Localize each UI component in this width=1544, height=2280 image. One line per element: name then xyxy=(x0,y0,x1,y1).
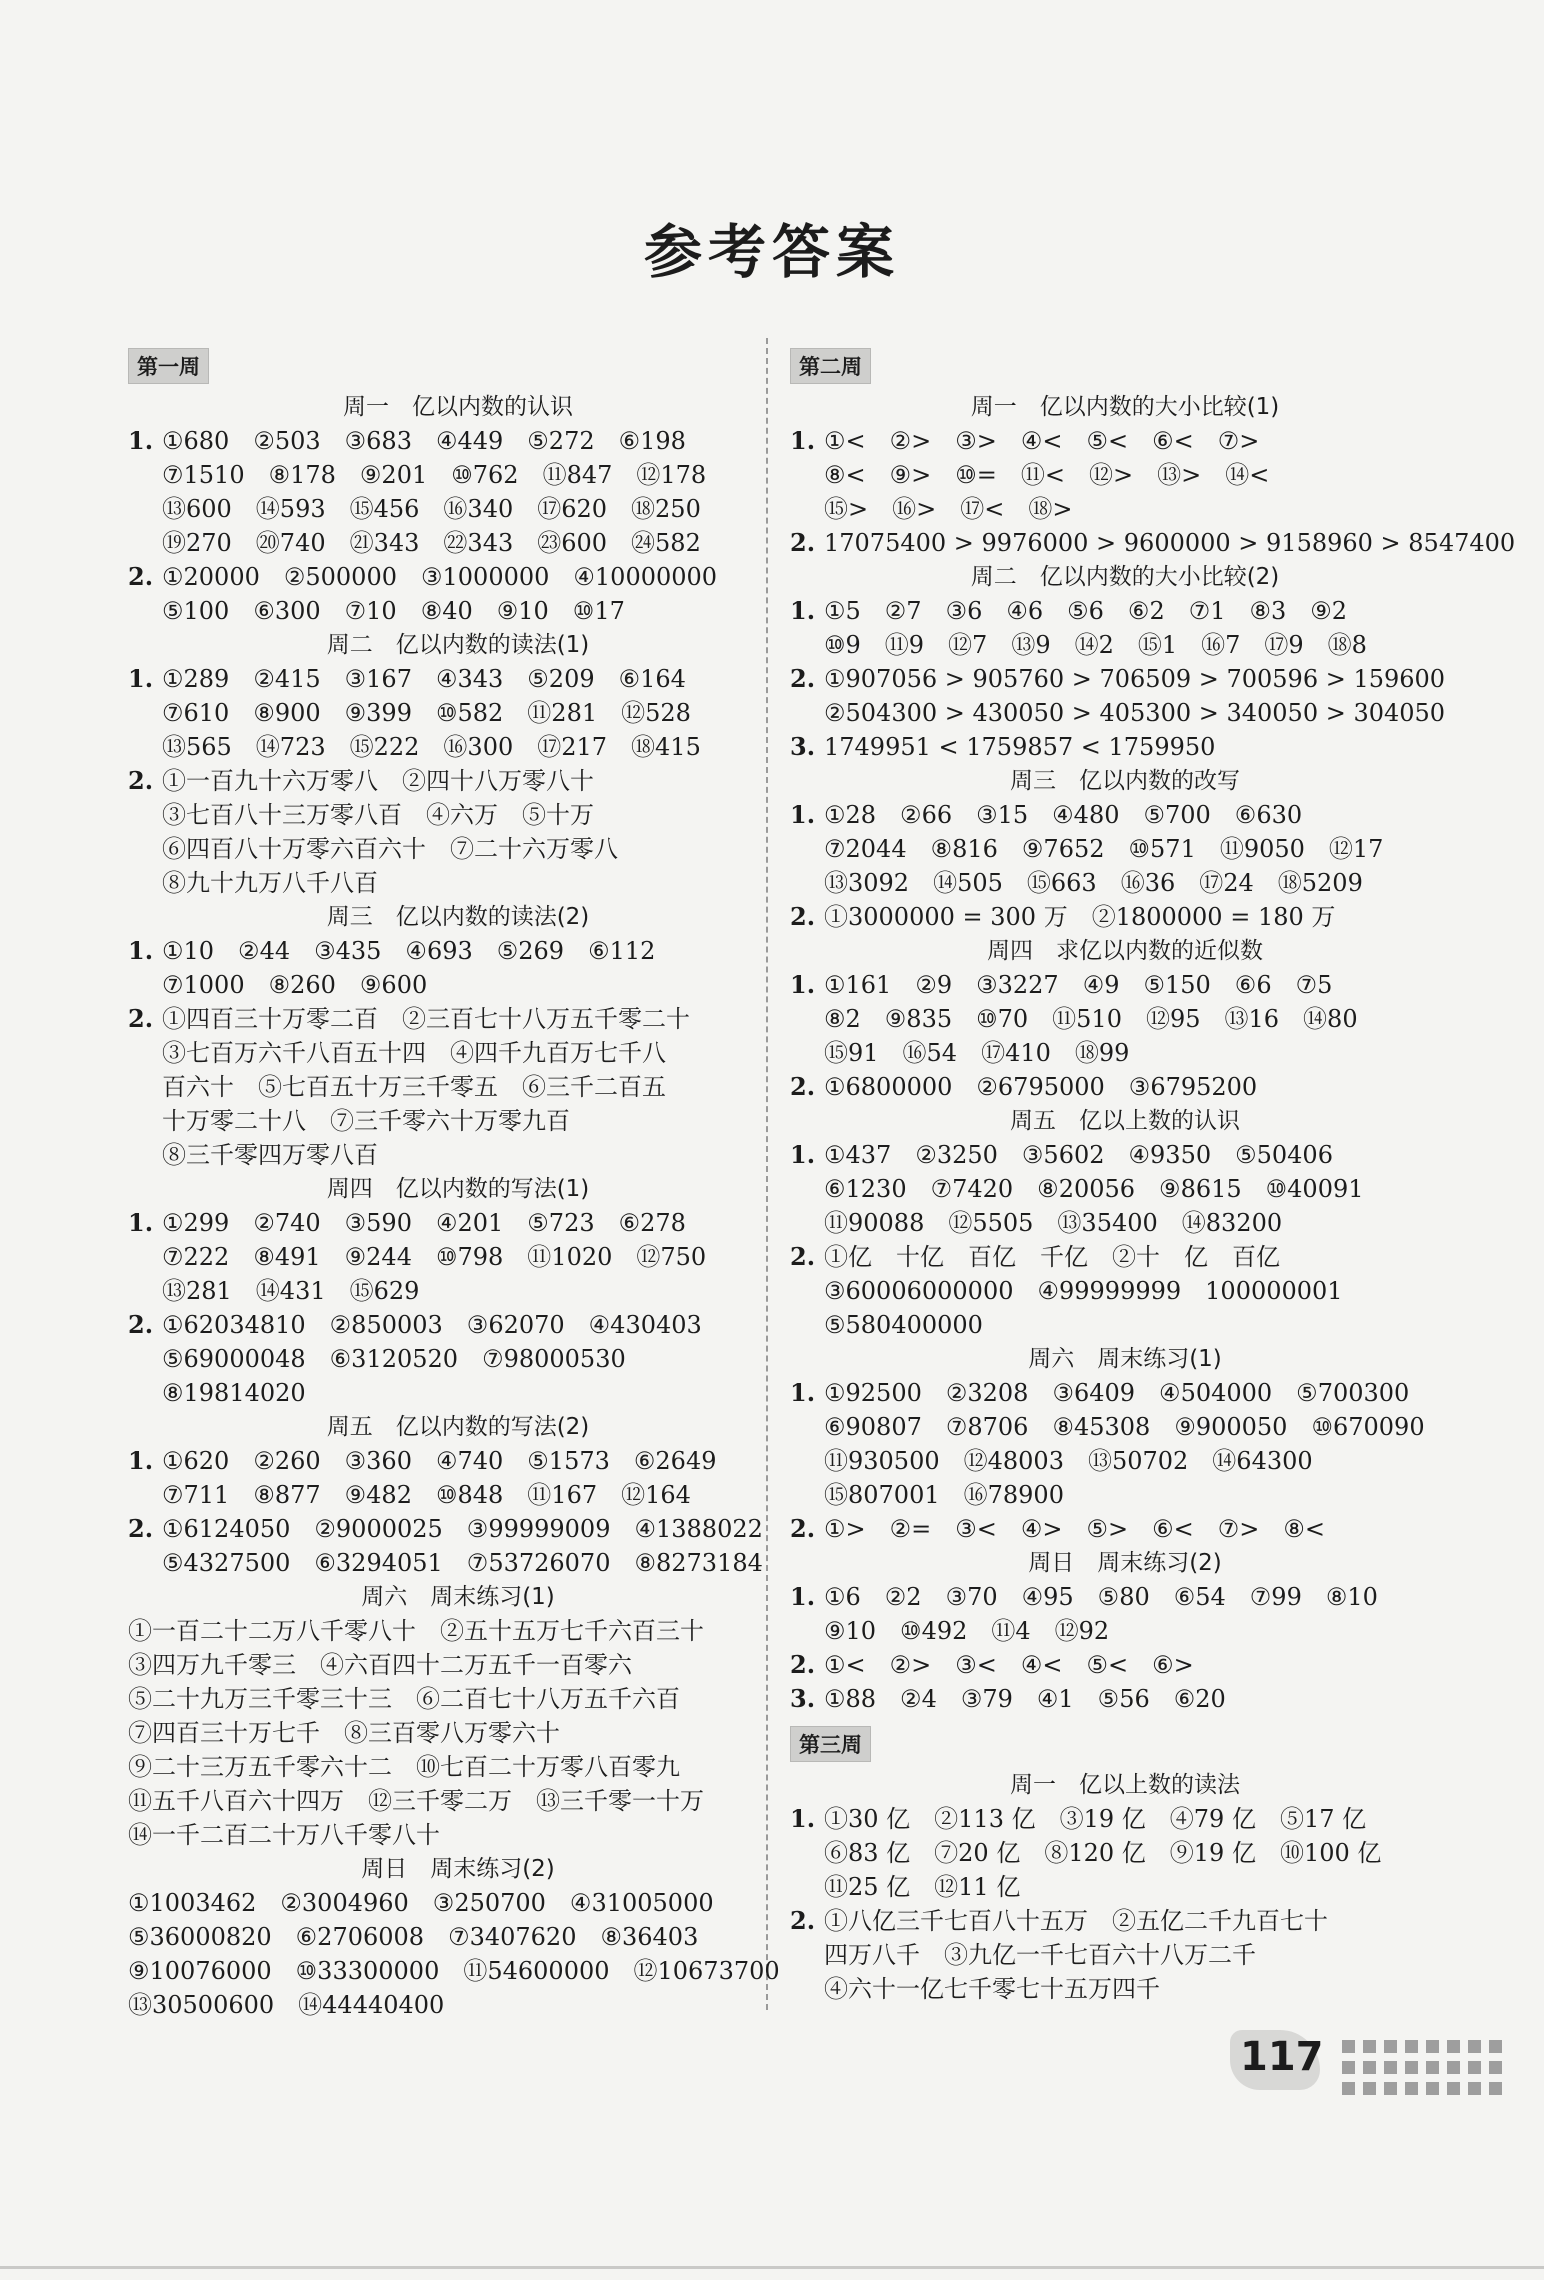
answer-line: ①1003462 ②3004960 ③250700 ④31005000 xyxy=(128,1889,714,1917)
answer-line: ⑦四百三十万七千 ⑧三百零八万零六十 xyxy=(128,1719,560,1747)
answer-line: ①四百三十万零二百 ②三百七十八万五千零二十 xyxy=(162,1005,690,1033)
section-title: 周一 亿以内数的大小比较(1) xyxy=(970,394,1280,420)
week-tag: 第三周 xyxy=(790,1726,871,1762)
decorative-dot xyxy=(1405,2061,1418,2074)
left-column xyxy=(128,338,780,2022)
problem-number: 2. xyxy=(790,1242,816,1271)
problem-number: 2. xyxy=(128,1004,154,1033)
problem xyxy=(790,1070,1420,1104)
decorative-dot xyxy=(1468,2082,1481,2095)
problem xyxy=(790,968,1420,1070)
answer-line: ①一百九十六万零八 ②四十八万零八十 xyxy=(162,767,594,795)
problem xyxy=(128,560,748,628)
answer-line: ④六十一亿七千零七十五万四千 xyxy=(824,1975,1160,2003)
answer-line: ①289 ②415 ③167 ④343 ⑤209 ⑥164 xyxy=(162,665,686,693)
problem-number: 2. xyxy=(790,902,816,931)
answer-line: ①88 ②4 ③79 ④1 ⑤56 ⑥20 xyxy=(824,1685,1226,1713)
answer-line: ⑩9 ⑪9 ⑫7 ⑬9 ⑭2 ⑮1 ⑯7 ⑰9 ⑱8 xyxy=(824,631,1367,659)
answer-line: ⑪25 亿 ⑫11 亿 xyxy=(824,1873,1021,1901)
section-title: 周六 周末练习(1) xyxy=(361,1584,555,1610)
problem-number: 2. xyxy=(128,1514,154,1543)
answer-line: ⑦1510 ⑧178 ⑨201 ⑩762 ⑪847 ⑫178 xyxy=(162,461,707,489)
problem-number: 2. xyxy=(790,664,816,693)
answer-line: ②504300 > 430050 > 405300 > 340050 > 304050 xyxy=(824,699,1446,727)
decorative-dot xyxy=(1489,2040,1502,2053)
section-title: 周四 亿以内数的写法(1) xyxy=(326,1176,590,1202)
problem-number: 1. xyxy=(128,1446,154,1475)
decorative-dot xyxy=(1342,2061,1355,2074)
decorative-dot xyxy=(1489,2082,1502,2095)
section-title: 周一 亿以上数的读法 xyxy=(1010,1772,1240,1798)
answer-line: ⑤二十九万三千零三十三 ⑥二百七十八万五千六百 xyxy=(128,1685,680,1713)
problem xyxy=(128,1512,763,1580)
answer-line: ①6124050 ②9000025 ③99999009 ④1388022 xyxy=(162,1515,763,1543)
answer-line: ①92500 ②3208 ③6409 ④504000 ⑤700300 xyxy=(824,1379,1410,1407)
answer-line: ①907056 > 905760 > 706509 > 700596 > 159600 xyxy=(824,665,1446,693)
problem xyxy=(128,764,748,900)
problem xyxy=(790,1138,1420,1240)
answer-line: ①< ②> ③< ④< ⑤< ⑥> xyxy=(824,1651,1194,1679)
answer-line: ⑤100 ⑥300 ⑦10 ⑧40 ⑨10 ⑩17 xyxy=(162,597,625,625)
answer-line: ⑧九十九万八千八百 xyxy=(162,869,378,897)
answer-line: 百六十 ⑤七百五十万三千零五 ⑥三千二百五 xyxy=(162,1073,666,1101)
decorative-dot xyxy=(1447,2040,1460,2053)
decorative-dot-grid xyxy=(1342,2040,1512,2095)
decorative-dot xyxy=(1447,2061,1460,2074)
answer-line: ⑦711 ⑧877 ⑨482 ⑩848 ⑪167 ⑫164 xyxy=(162,1481,691,1509)
problem-number: 2. xyxy=(790,1514,816,1543)
answer-line: ①< ②> ③> ④< ⑤< ⑥< ⑦> xyxy=(824,427,1260,455)
answer-line: 17075400 > 9976000 > 9600000 > 9158960 > 8547400 xyxy=(824,529,1516,557)
answer-line: ⑥83 亿 ⑦20 亿 ⑧120 亿 ⑨19 亿 ⑩100 亿 xyxy=(824,1839,1382,1867)
problem xyxy=(128,934,748,1002)
answer-line: ①161 ②9 ③3227 ④9 ⑤150 ⑥6 ⑦5 xyxy=(824,971,1333,999)
problem xyxy=(128,424,748,560)
answer-line: ①680 ②503 ③683 ④449 ⑤272 ⑥198 xyxy=(162,427,686,455)
problem xyxy=(128,1206,748,1308)
answer-line: ⑪五千八百六十四万 ⑫三千零二万 ⑬三千零一十万 xyxy=(128,1787,704,1815)
problem-number: 2. xyxy=(128,766,154,795)
problem xyxy=(128,1614,748,1852)
problem-number: 1. xyxy=(790,970,816,999)
page-title: 参考答案 xyxy=(643,218,900,286)
answer-line: ⑧2 ⑨835 ⑩70 ⑪510 ⑫95 ⑬16 ⑭80 xyxy=(824,1005,1358,1033)
decorative-dot xyxy=(1426,2082,1439,2095)
decorative-dot xyxy=(1384,2082,1397,2095)
problem xyxy=(790,424,1420,526)
decorative-dot xyxy=(1342,2082,1355,2095)
answer-line: ⑥1230 ⑦7420 ⑧20056 ⑨8615 ⑩40091 xyxy=(824,1175,1364,1203)
answer-line: ⑲270 ⑳740 ㉑343 ㉒343 ㉓600 ㉔582 xyxy=(162,529,701,557)
answer-line: ⑪930500 ⑫48003 ⑬50702 ⑭64300 xyxy=(824,1447,1313,1475)
answer-line: ①一百二十二万八千零八十 ②五十五万七千六百三十 xyxy=(128,1617,704,1645)
problem xyxy=(790,526,1516,560)
problem-number: 3. xyxy=(790,732,816,761)
problem-number: 2. xyxy=(790,1906,816,1935)
problem xyxy=(790,1904,1420,2006)
problem xyxy=(790,798,1420,900)
decorative-dot xyxy=(1363,2082,1376,2095)
decorative-dot xyxy=(1426,2061,1439,2074)
decorative-dot xyxy=(1447,2082,1460,2095)
problem-number: 2. xyxy=(128,562,154,591)
decorative-dot xyxy=(1405,2040,1418,2053)
problem xyxy=(128,1886,780,2022)
answer-line: ⑤4327500 ⑥3294051 ⑦53726070 ⑧8273184 xyxy=(162,1549,763,1577)
problem-number: 2. xyxy=(790,1072,816,1101)
answer-line: ⑦1000 ⑧260 ⑨600 xyxy=(162,971,428,999)
answer-line: ①6800000 ②6795000 ③6795200 xyxy=(824,1073,1258,1101)
answer-line: ⑬600 ⑭593 ⑮456 ⑯340 ⑰620 ⑱250 xyxy=(162,495,701,523)
problem xyxy=(128,1444,748,1512)
problem-number: 1. xyxy=(790,426,816,455)
answer-line: ③七百八十三万零八百 ④六万 ⑤十万 xyxy=(162,801,594,829)
answer-line: ⑥90807 ⑦8706 ⑧45308 ⑨900050 ⑩670090 xyxy=(824,1413,1425,1441)
answer-line: ①10 ②44 ③435 ④693 ⑤269 ⑥112 xyxy=(162,937,656,965)
section-title: 周二 亿以内数的读法(1) xyxy=(326,632,590,658)
column-divider xyxy=(766,338,768,2010)
answer-line: ③四万九千零三 ④六百四十二万五千一百零六 xyxy=(128,1651,632,1679)
section-title: 周五 亿以上数的认识 xyxy=(1010,1108,1240,1134)
problem xyxy=(128,1308,748,1410)
answer-line: ③60006000000 ④99999999 100000001 xyxy=(824,1277,1343,1305)
problem-number: 1. xyxy=(790,1582,816,1611)
answer-line: ①299 ②740 ③590 ④201 ⑤723 ⑥278 xyxy=(162,1209,686,1237)
problem xyxy=(790,1376,1425,1512)
problem xyxy=(790,1682,1420,1716)
problem xyxy=(790,1240,1420,1342)
problem-number: 1. xyxy=(790,1804,816,1833)
decorative-dot xyxy=(1342,2040,1355,2053)
answer-line: ⑧< ⑨> ⑩= ⑪< ⑫> ⑬> ⑭< xyxy=(824,461,1270,489)
decorative-dot xyxy=(1384,2061,1397,2074)
problem xyxy=(790,1512,1420,1546)
decorative-dot xyxy=(1468,2040,1481,2053)
answer-line: ⑦610 ⑧900 ⑨399 ⑩582 ⑪281 ⑫528 xyxy=(162,699,691,727)
problem-number: 1. xyxy=(128,1208,154,1237)
answer-line: ⑨二十三万五千零六十二 ⑩七百二十万零八百零九 xyxy=(128,1753,680,1781)
decorative-dot xyxy=(1426,2040,1439,2053)
answer-line: ⑪90088 ⑫5505 ⑬35400 ⑭83200 xyxy=(824,1209,1283,1237)
problem-number: 1. xyxy=(790,800,816,829)
section-title: 周三 亿以内数的读法(2) xyxy=(326,904,590,930)
answer-line: ⑬3092 ⑭505 ⑮663 ⑯36 ⑰24 ⑱5209 xyxy=(824,869,1363,897)
answer-line: ③七百万六千八百五十四 ④四千九百万七千八 xyxy=(162,1039,666,1067)
answer-line: ①437 ②3250 ③5602 ④9350 ⑤50406 xyxy=(824,1141,1333,1169)
section-title: 周日 周末练习(2) xyxy=(361,1856,555,1882)
answer-line: ⑬281 ⑭431 ⑮629 xyxy=(162,1277,420,1305)
section-title: 周六 周末练习(1) xyxy=(1028,1346,1222,1372)
answer-line: ⑬30500600 ⑭44440400 xyxy=(128,1991,445,2019)
decorative-dot xyxy=(1489,2061,1502,2074)
problem-number: 1. xyxy=(790,1378,816,1407)
problem-number: 1. xyxy=(128,936,154,965)
section-title: 周二 亿以内数的大小比较(2) xyxy=(970,564,1280,590)
answer-line: ①20000 ②500000 ③1000000 ④10000000 xyxy=(162,563,718,591)
week-tag: 第一周 xyxy=(128,348,209,384)
section-title: 周五 亿以内数的写法(2) xyxy=(326,1414,590,1440)
answer-line: ⑮> ⑯> ⑰< ⑱> xyxy=(824,495,1073,523)
section-title: 周三 亿以内数的改写 xyxy=(1010,768,1240,794)
week-tag: 第二周 xyxy=(790,348,871,384)
answer-line: ⑥四百八十万零六百六十 ⑦二十六万零八 xyxy=(162,835,618,863)
right-column xyxy=(790,338,1516,2006)
answer-line: ⑬565 ⑭723 ⑮222 ⑯300 ⑰217 ⑱415 xyxy=(162,733,701,761)
section-title: 周一 亿以内数的认识 xyxy=(343,394,573,420)
answer-line: 1749951 < 1759857 < 1759950 xyxy=(824,733,1216,761)
problem xyxy=(128,662,748,764)
bottom-rule xyxy=(0,2266,1544,2269)
answer-line: ⑮91 ⑯54 ⑰410 ⑱99 xyxy=(824,1039,1130,1067)
answer-line: ①620 ②260 ③360 ④740 ⑤1573 ⑥2649 xyxy=(162,1447,717,1475)
problem xyxy=(790,1802,1420,1904)
problem-number: 1. xyxy=(128,426,154,455)
problem-number: 2. xyxy=(790,528,816,557)
problem xyxy=(790,662,1446,730)
problem xyxy=(790,1648,1420,1682)
answer-line: ①> ②= ③< ④> ⑤> ⑥< ⑦> ⑧< xyxy=(824,1515,1325,1543)
answer-line: ①28 ②66 ③15 ④480 ⑤700 ⑥630 xyxy=(824,801,1303,829)
answer-line: ⑧19814020 xyxy=(162,1379,306,1407)
answer-line: 四万八千 ③九亿一千七百六十八万二千 xyxy=(824,1941,1256,1969)
decorative-dot xyxy=(1468,2061,1481,2074)
answer-line: ⑦2044 ⑧816 ⑨7652 ⑩571 ⑪9050 ⑫17 xyxy=(824,835,1384,863)
problem-number: 2. xyxy=(790,1650,816,1679)
problem-number: 3. xyxy=(790,1684,816,1713)
answer-line: ①亿 十亿 百亿 千亿 ②十 亿 百亿 xyxy=(824,1243,1280,1271)
decorative-dot xyxy=(1384,2040,1397,2053)
section-title: 周四 求亿以内数的近似数 xyxy=(987,938,1263,964)
answer-line: ①6 ②2 ③70 ④95 ⑤80 ⑥54 ⑦99 ⑧10 xyxy=(824,1583,1378,1611)
answer-line: ⑮807001 ⑯78900 xyxy=(824,1481,1064,1509)
problem xyxy=(790,900,1420,934)
answer-line: ①5 ②7 ③6 ④6 ⑤6 ⑥2 ⑦1 ⑧3 ⑨2 xyxy=(824,597,1348,625)
decorative-dot xyxy=(1363,2040,1376,2053)
problem-number: 1. xyxy=(790,596,816,625)
answer-line: ⑤69000048 ⑥3120520 ⑦98000530 xyxy=(162,1345,626,1373)
answer-line: ⑤580400000 xyxy=(824,1311,983,1339)
answer-line: ①3000000 = 300 万 ②1800000 = 180 万 xyxy=(824,903,1336,931)
problem xyxy=(790,594,1420,662)
answer-line: ⑤36000820 ⑥2706008 ⑦3407620 ⑧36403 xyxy=(128,1923,699,1951)
problem xyxy=(128,1002,748,1172)
section-title: 周日 周末练习(2) xyxy=(1028,1550,1222,1576)
problem-number: 1. xyxy=(128,664,154,693)
answer-line: ⑧三千零四万零八百 xyxy=(162,1141,378,1169)
problem xyxy=(790,730,1420,764)
answer-line: ①八亿三千七百八十五万 ②五亿二千九百七十 xyxy=(824,1907,1328,1935)
decorative-dot xyxy=(1405,2082,1418,2095)
answer-line: 十万零二十八 ⑦三千零六十万零九百 xyxy=(162,1107,570,1135)
problem xyxy=(790,1580,1420,1648)
answer-line: ⑨10 ⑩492 ⑪4 ⑫92 xyxy=(824,1617,1110,1645)
problem-number: 2. xyxy=(128,1310,154,1339)
decorative-dot xyxy=(1363,2061,1376,2074)
problem-number: 1. xyxy=(790,1140,816,1169)
answer-line: ⑭一千二百二十万八千零八十 xyxy=(128,1821,440,1849)
answer-line: ①62034810 ②850003 ③62070 ④430403 xyxy=(162,1311,702,1339)
answer-line: ⑨10076000 ⑩33300000 ⑪54600000 ⑫10673700 xyxy=(128,1957,780,1985)
page-number: 117 xyxy=(1240,2034,1324,2080)
answer-line: ①30 亿 ②113 亿 ③19 亿 ④79 亿 ⑤17 亿 xyxy=(824,1805,1367,1833)
answer-line: ⑦222 ⑧491 ⑨244 ⑩798 ⑪1020 ⑫750 xyxy=(162,1243,707,1271)
